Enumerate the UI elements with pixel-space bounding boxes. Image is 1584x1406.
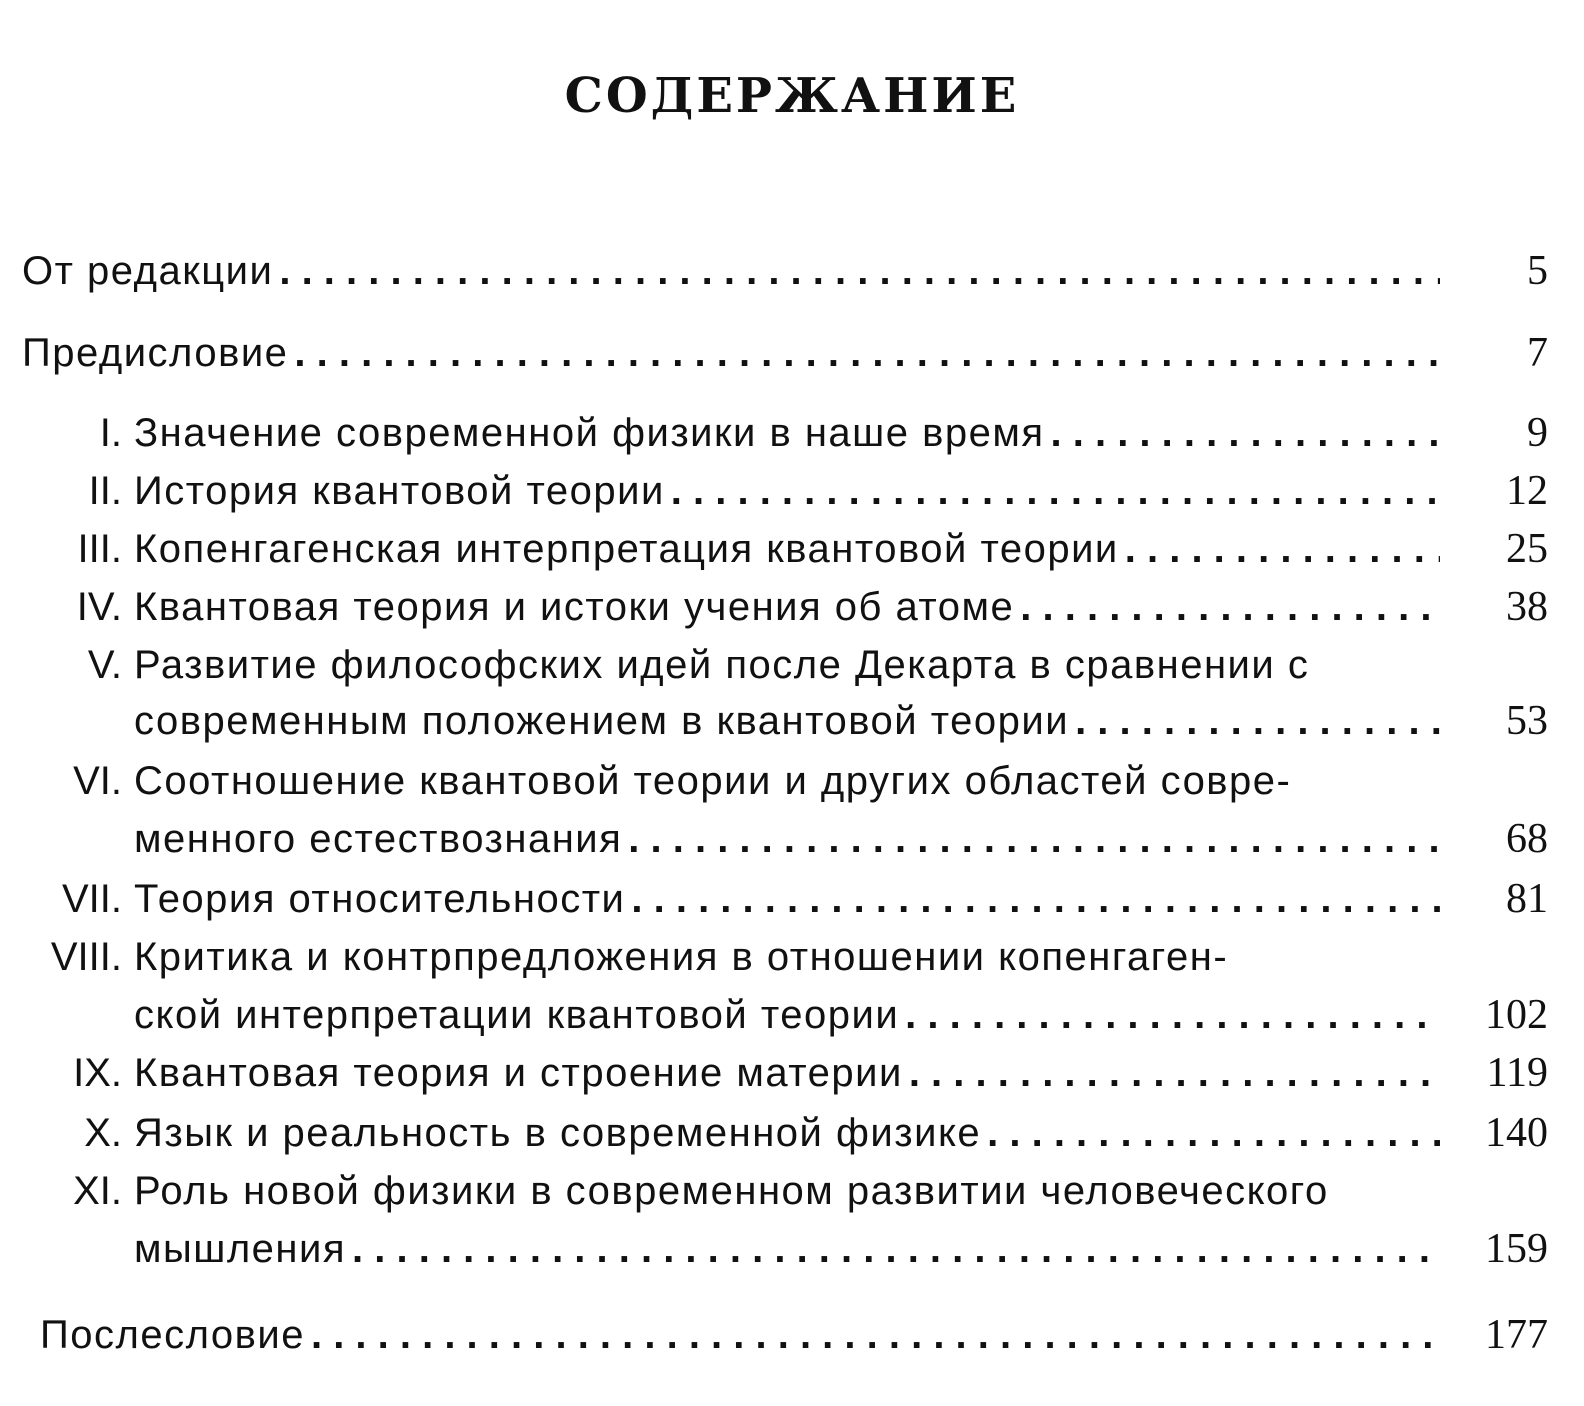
toc-page-number: 81: [1506, 876, 1548, 922]
toc-page-number: 9: [1527, 410, 1548, 456]
toc-entry-label: История квантовой теории: [134, 469, 665, 513]
chapter-number: IV.: [76, 585, 122, 629]
toc-entry-label: мышления: [134, 1227, 347, 1271]
toc-entry-chapter-4: [134, 579, 1444, 635]
leader-dots: [1051, 405, 1440, 461]
toc-entry-label: Критика и контрпредложения в отношении копенгаген-: [134, 935, 1229, 979]
leader-dots: [352, 1221, 1440, 1277]
toc-entry-label: Теория относительности: [134, 877, 626, 921]
toc-entry-chapter-5-line-1: [134, 637, 1444, 693]
toc-page-number: 38: [1506, 584, 1548, 630]
toc-entry-label: Копенгагенская интерпретация квантовой теории: [134, 527, 1119, 571]
leader-dots: [1020, 579, 1440, 635]
toc-entry-chapter-6-line-1: [134, 753, 1444, 809]
chapter-number: V.: [87, 643, 122, 687]
toc-entry-chapter-3: [134, 521, 1444, 577]
toc-page-number: 12: [1506, 468, 1548, 514]
toc-entry-chapter-11-line-2: [134, 1221, 1444, 1277]
leader-dots: [1075, 693, 1440, 749]
toc-page-number: 140: [1485, 1110, 1548, 1156]
chapter-number: III.: [77, 527, 122, 571]
toc-page-number: 5: [1527, 248, 1548, 294]
toc-entry-label: Роль новой физики в современном развитии человеческого: [134, 1169, 1329, 1213]
toc-page-number: 102: [1485, 992, 1548, 1038]
chapter-number: II.: [88, 469, 122, 513]
toc-entry-label: Соотношение квантовой теории и других областей совре-: [134, 759, 1292, 803]
toc-page-number: 25: [1506, 526, 1548, 572]
toc-entry-chapter-7: [134, 871, 1444, 927]
toc-entry-label: менного естествознания: [134, 817, 623, 861]
toc-entry-preface: [22, 325, 1444, 381]
toc-entry-label: ской интерпретации квантовой теории: [134, 993, 900, 1037]
toc-page-number: 7: [1527, 330, 1548, 376]
toc-page-number: 68: [1506, 816, 1548, 862]
toc-entry-chapter-6-line-2: [134, 811, 1444, 867]
toc-entry-label: Послесловие: [40, 1313, 305, 1357]
toc-page-number: 159: [1485, 1226, 1548, 1272]
leader-dots: [987, 1105, 1440, 1161]
page-title: СОДЕРЖАНИЕ: [564, 68, 1020, 124]
chapter-number: X.: [84, 1111, 122, 1155]
toc-entry-label: От редакции: [22, 249, 274, 293]
chapter-number: IX.: [73, 1051, 122, 1095]
toc-entry-chapter-8-line-1: [134, 929, 1444, 985]
chapter-number: VII.: [61, 877, 122, 921]
chapter-number: VI.: [73, 759, 122, 803]
toc-entry-label: Квантовая теория и истоки учения об атоме: [134, 585, 1015, 629]
leader-dots: [1125, 521, 1440, 577]
toc-entry-chapter-2: [134, 463, 1444, 519]
toc-page-number: 177: [1485, 1312, 1548, 1358]
toc-entry-chapter-8-line-2: [134, 987, 1444, 1043]
leader-dots: [279, 243, 1440, 299]
toc-page-number: 53: [1506, 698, 1548, 744]
chapter-number: VIII.: [50, 935, 122, 979]
toc-entry-afterword: [40, 1307, 1444, 1363]
leader-dots: [631, 871, 1440, 927]
toc-entry-chapter-9: [134, 1045, 1444, 1101]
toc-entry-label: Предисловие: [22, 331, 289, 375]
toc-entry-chapter-10: [134, 1105, 1444, 1161]
leader-dots: [311, 1307, 1440, 1363]
toc-entry-chapter-5-line-2: [134, 693, 1444, 749]
leader-dots: [909, 1045, 1440, 1101]
toc-page-number: 119: [1486, 1050, 1548, 1096]
toc-entry-foreword-editors: [22, 243, 1444, 299]
chapter-number: XI.: [73, 1169, 122, 1213]
toc-entry-label: Квантовая теория и строение материи: [134, 1051, 903, 1095]
toc-entry-chapter-1: [134, 405, 1444, 461]
leader-dots: [671, 463, 1440, 519]
leader-dots: [628, 811, 1440, 867]
toc-entry-label: современным положением в квантовой теории: [134, 699, 1070, 743]
leader-dots: [294, 325, 1440, 381]
chapter-number: I.: [99, 411, 122, 455]
toc-entry-label: Развитие философских идей после Декарта в сравнении с: [134, 643, 1310, 687]
toc-entry-label: Язык и реальность в современной физике: [134, 1111, 982, 1155]
toc-entry-label: Значение современной физики в наше время: [134, 411, 1045, 455]
toc-entry-chapter-11-line-1: [134, 1163, 1444, 1219]
leader-dots: [905, 987, 1440, 1043]
